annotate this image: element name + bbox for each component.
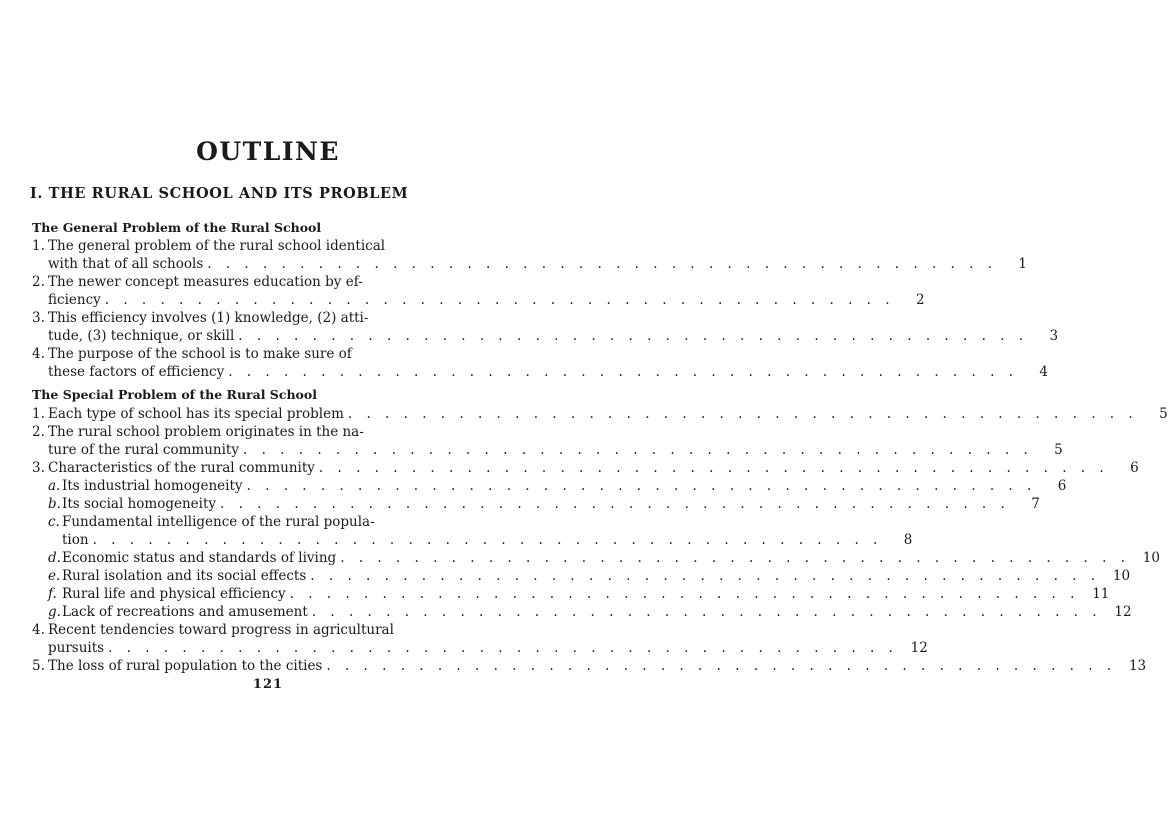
page-ref: 7: [1031, 496, 1040, 512]
leader-dots: . . . . . . . . . . . . . . . . . . . . . . . . . . . . . . . . . . . . . . . . . . .: [289, 586, 1080, 602]
sub-label: b.: [48, 496, 61, 512]
entry-text: ficiency: [48, 292, 101, 308]
leader-dots: . . . . . . . . . . . . . . . . . . . . . . . . . . . . . . . . . . . . . . . . . . .: [108, 640, 898, 656]
leader-dots: . . . . . . . . . . . . . . . . . . . . . . . . . . . . . . . . . . . . . . . . . . .: [207, 256, 998, 272]
page-ref: 10: [1142, 550, 1160, 566]
page-ref: 6: [1130, 460, 1139, 476]
outline-entry: [32, 423, 1063, 459]
page-ref: 1: [1018, 256, 1028, 272]
entry-text: Fundamental intelligence of the rural popula-: [62, 514, 375, 530]
leader-dots: . . . . . . . . . . . . . . . . . . . . . . . . . . . . . . . . . . . . . . . . . . .: [340, 550, 1130, 566]
page-ref: 12: [910, 640, 928, 656]
page-ref: 6: [1057, 478, 1067, 494]
entry-text: Rural isolation and its social effects: [62, 568, 307, 584]
leader-dots: . . . . . . . . . . . . . . . . . . . . . . . . . . . . . . . . . . . . . . . . . . .: [310, 568, 1101, 584]
leader-dots: . . . . . . . . . . . . . . . . . . . . . . . . . . . . . . . . . . . . . . . . . . .: [242, 442, 1033, 458]
leader-dots: . . . . . . . . . . . . . . . . . . . . . . . . . . . . . . . . . . . . . . . . . . .: [104, 292, 895, 308]
entry-number: 4.: [32, 622, 45, 638]
entry-text: Rural life and physical efficiency: [62, 586, 286, 602]
entry-text: Its social homogeneity: [62, 496, 217, 512]
outline-entry: [32, 657, 1147, 675]
entry-number: 2.: [32, 274, 45, 290]
sub-label: f.: [48, 586, 57, 602]
leader-dots: . . . . . . . . . . . . . . . . . . . . . . . . . . . . . . . . . . . . . . . . . . .: [326, 658, 1117, 674]
leader-dots: . . . . . . . . . . . . . . . . . . . . . . . . . . . . . . . . . . . . . . . . . . .: [92, 532, 883, 548]
page-ref: 8: [903, 532, 913, 548]
page-ref: 10: [1112, 568, 1131, 584]
entry-text: Economic status and standards of living: [62, 550, 337, 566]
entry-text: these factors of efficiency: [48, 364, 225, 380]
entry-text: The loss of rural population to the cities: [48, 658, 323, 674]
entry-text: tion: [62, 532, 89, 548]
page-ref: 4: [1039, 364, 1048, 380]
entry-text: The general problem of the rural school identical: [48, 238, 386, 254]
sub-label: e.: [48, 568, 61, 584]
outline-entry: [32, 459, 1160, 621]
page-ref: 12: [1114, 604, 1132, 620]
section-heading-special: The Special Problem of the Rural School: [32, 387, 317, 402]
outline-entry: [32, 621, 928, 657]
entry-text: The purpose of the school is to make sure of: [48, 346, 352, 362]
entry-number: 5.: [32, 658, 45, 674]
entry-text: The rural school problem originates in the na-: [48, 424, 364, 440]
page-ref: 2: [915, 292, 925, 308]
entry-text: This efficiency involves (1) knowledge, (2) atti-: [48, 310, 369, 326]
entry-text: Each type of school has its special problem: [48, 406, 344, 422]
leader-dots: . . . . . . . . . . . . . . . . . . . . . . . . . . . . . . . . . . . . . . . . . . .: [347, 406, 1138, 422]
entry-text: with that of all schools: [48, 256, 204, 272]
part-heading: I. THE RURAL SCHOOL AND ITS PROBLEM: [30, 185, 409, 202]
leader-dots: . . . . . . . . . . . . . . . . . . . . . . . . . . . . . . . . . . . . . . . . . . .: [246, 478, 1037, 494]
section-heading-general: The General Problem of the Rural School: [32, 220, 322, 235]
entry-text: pursuits: [48, 640, 105, 656]
outline-entry: [32, 237, 1028, 273]
entry-text: Lack of recreations and amusement: [62, 604, 308, 620]
page-number: 121: [252, 677, 284, 692]
page-ref: 3: [1049, 328, 1059, 344]
entry-number: 3.: [32, 310, 45, 326]
leader-dots: . . . . . . . . . . . . . . . . . . . . . . . . . . . . . . . . . . . . . . . . . . .: [220, 496, 1010, 512]
entry-text: Characteristics of the rural community: [48, 460, 315, 476]
entry-text: ture of the rural community: [48, 442, 239, 458]
page-ref: 11: [1092, 586, 1110, 602]
entry-number: 1.: [32, 238, 45, 254]
entry-text: Its industrial homogeneity: [62, 478, 243, 494]
sub-label: a.: [48, 478, 61, 494]
entry-text: tude, (3) technique, or skill: [48, 328, 235, 344]
entry-number: 3.: [32, 460, 45, 476]
sub-label: d.: [48, 550, 61, 566]
outline-entry: [32, 345, 1048, 381]
outline-entry: [32, 273, 925, 309]
entry-number: 2.: [32, 424, 45, 440]
entry-number: 4.: [32, 346, 45, 362]
entry-text: The newer concept measures education by ef-: [48, 274, 363, 290]
page-ref: 5: [1159, 406, 1168, 422]
page-ref: 13: [1128, 658, 1147, 674]
sub-label: c.: [48, 514, 60, 530]
entry-text: Recent tendencies toward progress in agricultural: [48, 622, 394, 638]
page-ref: 5: [1054, 442, 1063, 458]
leader-dots: . . . . . . . . . . . . . . . . . . . . . . . . . . . . . . . . . . . . . . . . . . .: [228, 364, 1018, 380]
leader-dots: . . . . . . . . . . . . . . . . . . . . . . . . . . . . . . . . . . . . . . . . . . .: [238, 328, 1029, 344]
leader-dots: . . . . . . . . . . . . . . . . . . . . . . . . . . . . . . . . . . . . . . . . . . .: [318, 460, 1109, 476]
sub-label: g.: [48, 604, 61, 620]
page-title: OUTLINE: [196, 137, 340, 166]
outline-entry: [32, 309, 1059, 345]
outline-entry: [32, 405, 1168, 423]
leader-dots: . . . . . . . . . . . . . . . . . . . . . . . . . . . . . . . . . . . . . . . . . . .: [311, 604, 1102, 620]
entry-number: 1.: [32, 406, 45, 422]
